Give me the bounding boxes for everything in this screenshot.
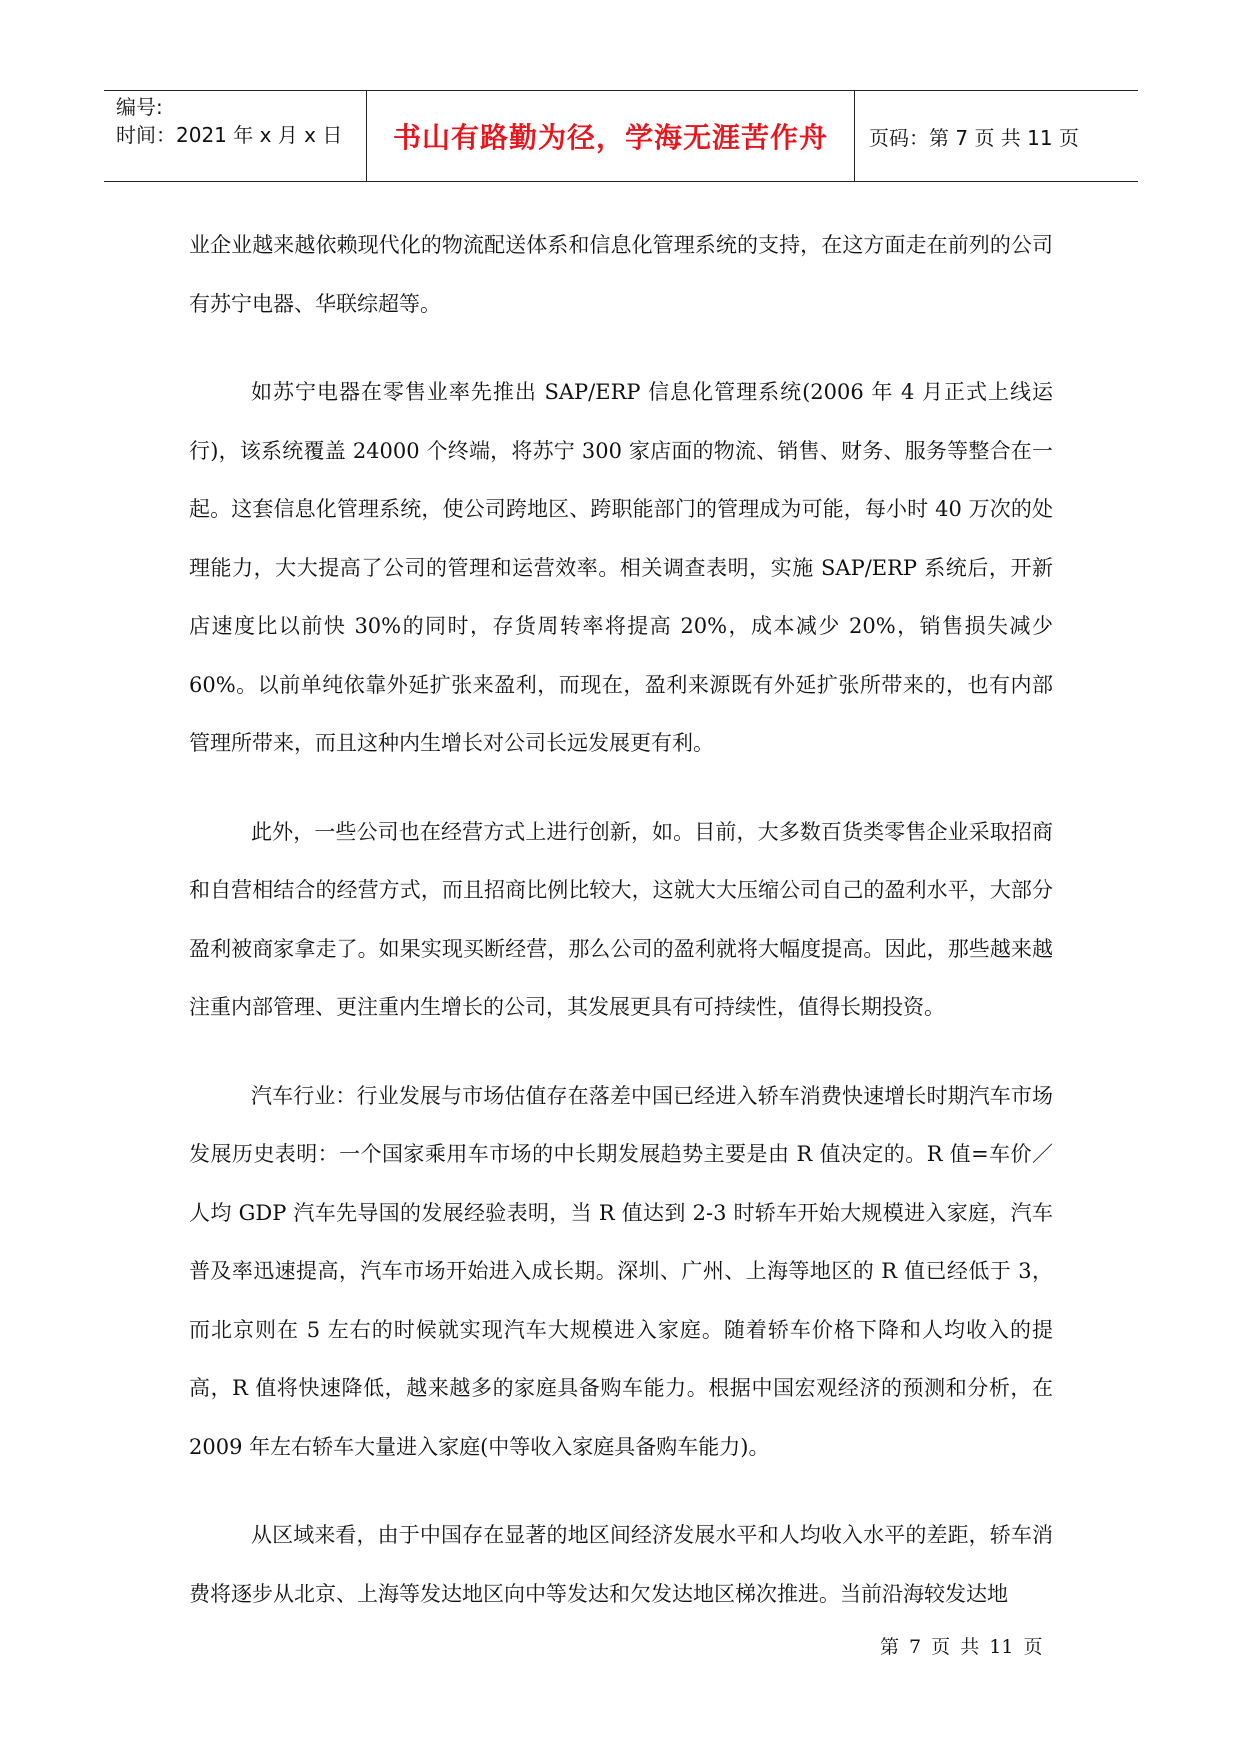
paragraph-regional: 从区域来看，由于中国存在显著的地区间经济发展水平和人均收入水平的差距，轿车消费将逐步从北京、上海等发达地区向中等发达和欠发达地区梯次推进。当前沿海较发达地 (189, 1523, 1053, 1606)
paragraph-suning: 如苏宁电器在零售业率先推出 SAP/ERP 信息化管理系统(2006 年 4 月正式上线运行)，该系统覆盖 24000 个终端，将苏宁 300 家店面的物流、销售、财务、服务等整合在一起。这套信息化管理系统，使公司跨地区、跨职能部门的管理成为可能，每小时 40 万次的处理能力，大大提高了公司的管理和运营效率。相关调查表明，实施 SAP/ERP 系统后，开新店速度比以前快 30%的同时，存货周转率将提高 20%，成本减少 20%，销售损失减少 60%。以前单纯依靠外延扩张来盈利，而现在，盈利来源既有外延扩张所带来的，也有内部管理所带来，而且这种内生增长对公司长远发展更有利。 (189, 380, 1053, 755)
header-page-cell (855, 91, 1138, 181)
header-page-number: 页码：第 7 页 共 11 页 (869, 125, 1079, 150)
paragraph-auto-industry: 汽车行业：行业发展与市场估值存在落差中国已经进入轿车消费快速增长时期汽车市场发展历史表明：一个国家乘用车市场的中长期发展趋势主要是由 R 值决定的。R 值=车价／人均 GDP 汽车先导国的发展经验表明，当 R 值达到 2-3 时轿车开始大规模进入家庭，汽车普及率迅速提高，汽车市场开始进入成长期。深圳、广州、上海等地区的 R 值已经低于 3，而北京则在 5 左右的时候就实现汽车大规模进入家庭。随着轿车价格下降和人均收入的提高，R 值将快速降低，越来越多的家庭具备购车能力。根据中国宏观经济的预测和分析，在 2009 年左右轿车大量进入家庭(中等收入家庭具备购车能力)。 (189, 1083, 1053, 1459)
header-motto: 书山有路勤为径，学海无涯苦作舟 (392, 121, 828, 154)
header-motto-cell (367, 91, 855, 181)
header-meta-cell (104, 91, 367, 181)
document-body (189, 216, 1053, 1653)
page-footer: 第 7 页 共 11 页 (880, 1636, 1043, 1658)
document-number-label: 编号: (116, 95, 163, 119)
page-header (104, 90, 1138, 182)
document-time-label: 时间：2021 年 x 月 x 日 (116, 123, 343, 147)
paragraph-continuation: 业企业越来越依赖现代化的物流配送体系和信息化管理系统的支持，在这方面走在前列的公司有苏宁电器、华联综超等。 (189, 233, 1053, 316)
paragraph-business-model: 此外，一些公司也在经营方式上进行创新，如。目前，大多数百货类零售企业采取招商和自营相结合的经营方式，而且招商比例比较大，这就大大压缩公司自己的盈利水平，大部分盈利被商家拿走了。如果实现买断经营，那么公司的盈利就将大幅度提高。因此，那些越来越注重内部管理、更注重内生增长的公司，其发展更具有可持续性，值得长期投资。 (189, 819, 1053, 1019)
